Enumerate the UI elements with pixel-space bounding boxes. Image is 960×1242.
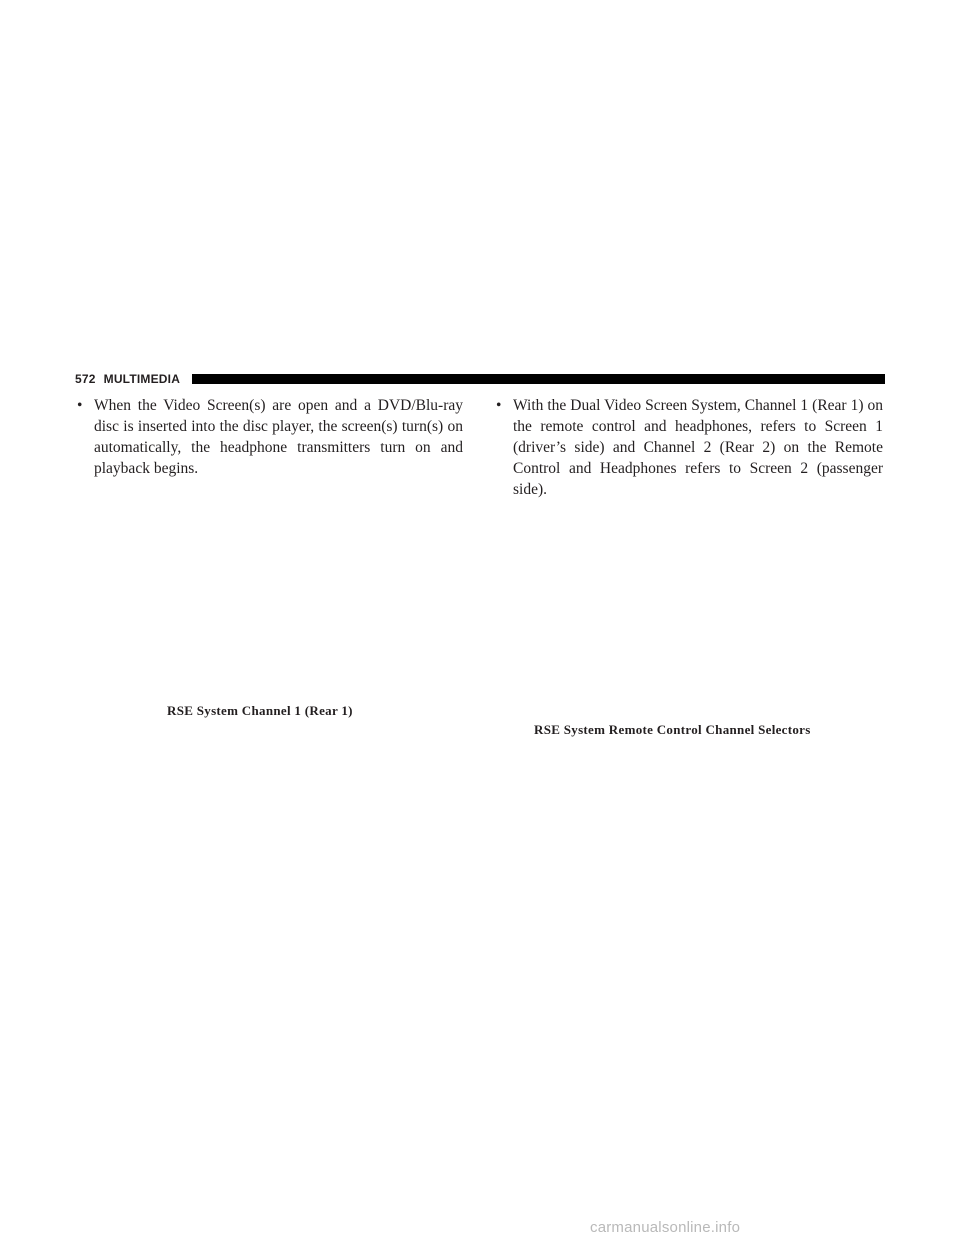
bullet-icon: • [496, 397, 502, 414]
header-rule [192, 374, 885, 384]
section-title: MULTIMEDIA [103, 372, 181, 386]
figure-caption-channel-1: RSE System Channel 1 (Rear 1) [167, 703, 353, 718]
bullet-item-playback [77, 395, 463, 479]
figure-caption-channel-selectors: RSE System Remote Control Channel Selectors [534, 722, 811, 737]
bullet-text: When the Video Screen(s) are open and a DVD/Blu-ray disc is inserted into the disc player, the screen(s) turn(s) on automatically, the headphone transmitters turn on and playback begins. [94, 397, 463, 477]
bullet-text: With the Dual Video Screen System, Channel 1 (Rear 1) on the remote control and headphones, refers to Screen 1 (driver’s side) and Channel 2 (Rear 2) on the Remote Control and Headphones refers to Screen 2 (passenger side). [513, 397, 883, 498]
left-column [77, 395, 463, 479]
page-number: 572 [75, 372, 96, 386]
page-header [75, 372, 885, 386]
right-column [496, 395, 883, 500]
bullet-icon: • [77, 397, 83, 414]
watermark: carmanualsonline.info [590, 1219, 741, 1236]
bullet-item-dual-screen [496, 395, 883, 500]
